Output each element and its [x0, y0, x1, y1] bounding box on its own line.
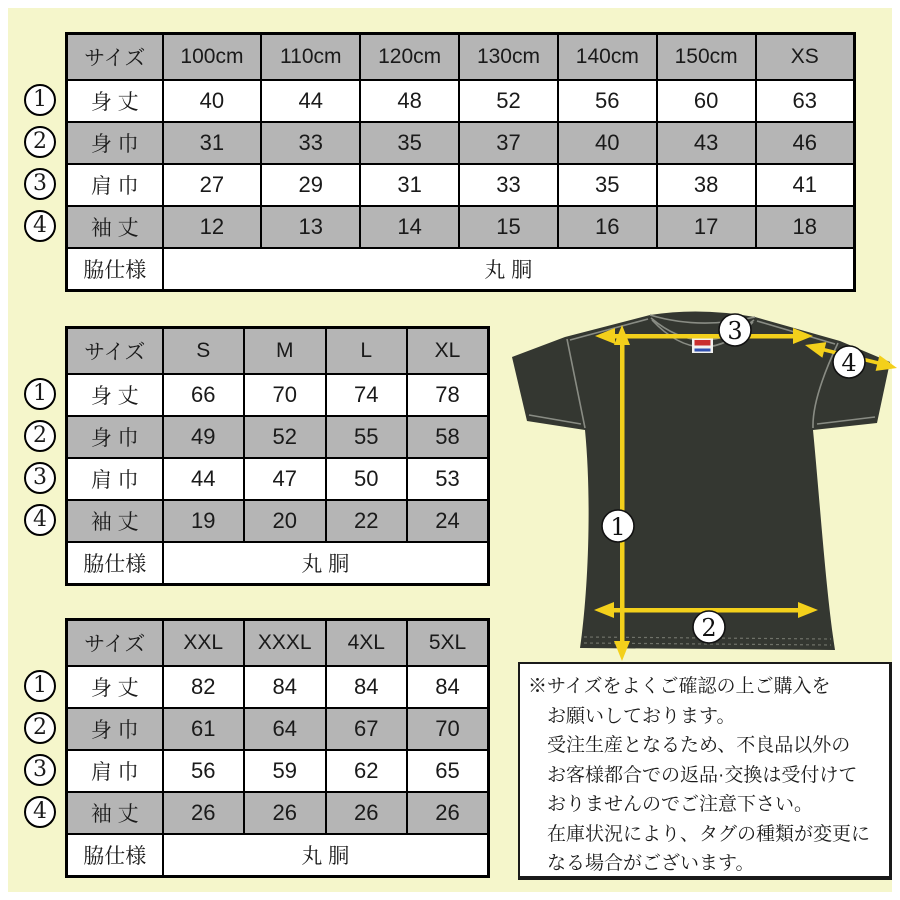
row-marker-circle: 2	[24, 712, 56, 744]
size-table	[65, 326, 490, 586]
measure-value-cell: 46	[756, 122, 855, 164]
measure-value-cell: 53	[407, 458, 489, 500]
note-line: 在庫状況により、タグの種類が変更に	[547, 823, 871, 845]
measure-value-cell: 31	[163, 122, 262, 164]
measure-value-cell: 50	[326, 458, 408, 500]
size-header-label: サイズ	[67, 328, 163, 375]
measure-value-cell: 56	[163, 750, 245, 792]
measure-value-cell: 26	[244, 792, 326, 834]
measure-value-cell: 40	[163, 80, 262, 122]
measure-value-cell: 15	[459, 206, 558, 248]
measure-row-label: 袖 丈	[67, 500, 163, 542]
measure-value-cell: 74	[326, 374, 408, 416]
size-column-header: 120cm	[360, 34, 459, 81]
size-table	[65, 618, 490, 878]
row-marker-circle: 4	[24, 210, 56, 242]
measure-value-cell: 55	[326, 416, 408, 458]
size-column-header: XL	[407, 328, 489, 375]
measure-value-cell: 66	[163, 374, 245, 416]
row-marker-circle: 4	[24, 504, 56, 536]
measure-value-cell: 67	[326, 708, 408, 750]
measure-value-cell: 52	[459, 80, 558, 122]
measure-value-cell: 60	[657, 80, 756, 122]
measure-value-cell: 70	[407, 708, 489, 750]
measure-value-cell: 56	[558, 80, 657, 122]
measure-row-label: 袖 丈	[67, 792, 163, 834]
measure-value-cell: 33	[261, 122, 360, 164]
measure-value-cell: 35	[360, 122, 459, 164]
row-marker-circle: 4	[24, 796, 56, 828]
size-column-header: 150cm	[657, 34, 756, 81]
side-spec-label: 脇仕様	[67, 542, 163, 584]
measure-value-cell: 33	[459, 164, 558, 206]
size-column-header: S	[163, 328, 245, 375]
measure-value-cell: 84	[244, 666, 326, 708]
side-spec-value: 丸 胴	[163, 542, 489, 584]
size-column-header: 110cm	[261, 34, 360, 81]
size-column-header: 140cm	[558, 34, 657, 81]
side-spec-label: 脇仕様	[67, 834, 163, 876]
measure-value-cell: 82	[163, 666, 245, 708]
measure-value-cell: 17	[657, 206, 756, 248]
size-table-kids	[33, 32, 856, 292]
measure-value-cell: 19	[163, 500, 245, 542]
measure-value-cell: 70	[244, 374, 326, 416]
size-header-label: サイズ	[67, 620, 163, 667]
marker-4: 4	[841, 349, 857, 377]
measure-value-cell: 48	[360, 80, 459, 122]
measure-value-cell: 16	[558, 206, 657, 248]
marker-1: 1	[610, 513, 626, 541]
row-marker-circle: 3	[24, 462, 56, 494]
tshirt-measurement-diagram	[508, 303, 898, 663]
row-marker-circle: 3	[24, 754, 56, 786]
row-marker-circle: 2	[24, 126, 56, 158]
size-column-header: 4XL	[326, 620, 408, 667]
measure-value-cell: 26	[407, 792, 489, 834]
measure-value-cell: 37	[459, 122, 558, 164]
size-column-header: M	[244, 328, 326, 375]
measure-row-label: 身 巾	[67, 416, 163, 458]
measure-value-cell: 38	[657, 164, 756, 206]
measure-value-cell: 84	[407, 666, 489, 708]
note-line: ※サイズをよくご確認の上ご購入を	[528, 676, 831, 697]
measure-value-cell: 47	[244, 458, 326, 500]
purchase-note	[518, 662, 892, 880]
marker-3: 3	[727, 317, 743, 345]
note-line: お願いしております。	[547, 705, 736, 727]
measure-row-label: 身 巾	[67, 708, 163, 750]
side-spec-label: 脇仕様	[67, 248, 163, 290]
measure-value-cell: 84	[326, 666, 408, 708]
shoulder-arrow-line	[603, 334, 806, 339]
size-column-header: 100cm	[163, 34, 262, 81]
measure-value-cell: 40	[558, 122, 657, 164]
size-column-header: 5XL	[407, 620, 489, 667]
size-header-label: サイズ	[67, 34, 163, 81]
size-column-header: L	[326, 328, 408, 375]
size-column-header: XXL	[163, 620, 245, 667]
measure-value-cell: 20	[244, 500, 326, 542]
note-line: なる場合がございます。	[547, 853, 755, 874]
measure-value-cell: 14	[360, 206, 459, 248]
measure-value-cell: 65	[407, 750, 489, 792]
measure-value-cell: 61	[163, 708, 245, 750]
measure-row-label: 肩 巾	[67, 458, 163, 500]
measure-value-cell: 27	[163, 164, 262, 206]
measure-value-cell: 26	[326, 792, 408, 834]
measure-value-cell: 12	[163, 206, 262, 248]
measure-value-cell: 35	[558, 164, 657, 206]
measure-value-cell: 63	[756, 80, 855, 122]
row-marker-circle: 3	[24, 168, 56, 200]
size-column-header: 130cm	[459, 34, 558, 81]
measure-value-cell: 44	[261, 80, 360, 122]
size-table-xxl-5xl	[33, 618, 490, 878]
measure-value-cell: 43	[657, 122, 756, 164]
size-column-header: XS	[756, 34, 855, 81]
measure-value-cell: 24	[407, 500, 489, 542]
measure-value-cell: 26	[163, 792, 245, 834]
length-arrow-line	[620, 333, 625, 654]
measure-value-cell: 58	[407, 416, 489, 458]
row-marker-circle: 2	[24, 420, 56, 452]
measure-row-label: 袖 丈	[67, 206, 163, 248]
note-line: 受注生産となるため、不良品以外の	[547, 735, 851, 756]
size-table	[65, 32, 856, 292]
measure-value-cell: 59	[244, 750, 326, 792]
measure-value-cell: 13	[261, 206, 360, 248]
note-line: おりませんのでご注意下さい。	[547, 794, 814, 815]
measure-row-label: 身 丈	[67, 374, 163, 416]
measure-value-cell: 49	[163, 416, 245, 458]
measure-value-cell: 41	[756, 164, 855, 206]
measure-value-cell: 18	[756, 206, 855, 248]
side-spec-value: 丸 胴	[163, 834, 489, 876]
row-marker-circle: 1	[24, 84, 56, 116]
size-column-header: XXXL	[244, 620, 326, 667]
measure-value-cell: 22	[326, 500, 408, 542]
measure-row-label: 身 丈	[67, 80, 163, 122]
measure-row-label: 身 丈	[67, 666, 163, 708]
measure-value-cell: 62	[326, 750, 408, 792]
measure-value-cell: 52	[244, 416, 326, 458]
measure-row-label: 身 巾	[67, 122, 163, 164]
measure-value-cell: 29	[261, 164, 360, 206]
note-line: お客様都合での返品·交換は受付けて	[547, 764, 858, 786]
side-spec-value: 丸 胴	[163, 248, 855, 290]
measure-value-cell: 64	[244, 708, 326, 750]
measure-value-cell: 44	[163, 458, 245, 500]
measure-row-label: 肩 巾	[67, 750, 163, 792]
measure-row-label: 肩 巾	[67, 164, 163, 206]
measure-value-cell: 78	[407, 374, 489, 416]
measure-value-cell: 31	[360, 164, 459, 206]
size-table-s-xl	[33, 326, 490, 586]
row-marker-circle: 1	[24, 670, 56, 702]
row-marker-circle: 1	[24, 378, 56, 410]
marker-2: 2	[701, 614, 717, 642]
purchase-note-text	[528, 672, 885, 879]
brand-tag	[692, 337, 713, 353]
